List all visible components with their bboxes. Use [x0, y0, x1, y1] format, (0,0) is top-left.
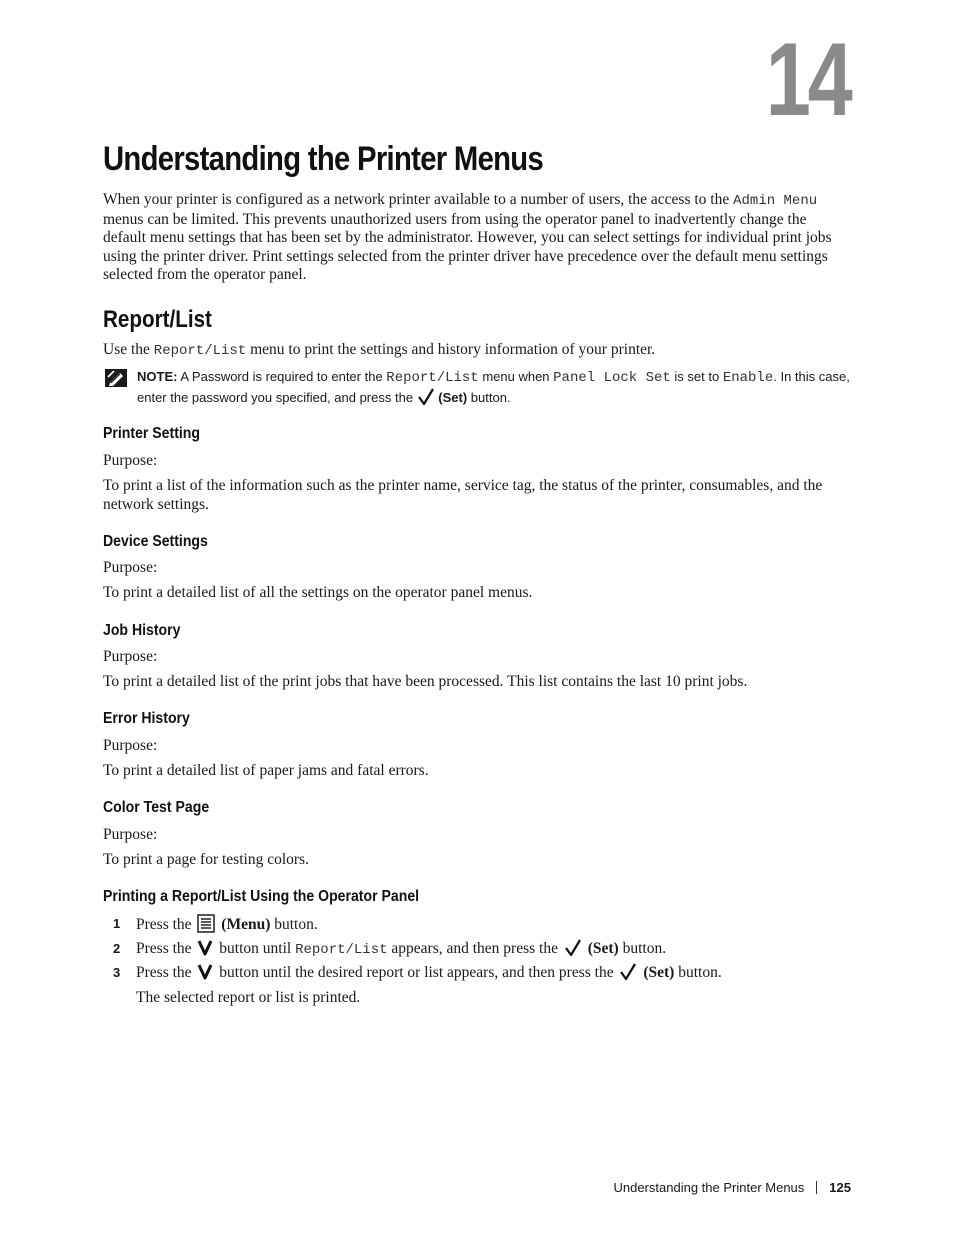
page-footer	[614, 1180, 851, 1195]
color-test-page-purpose-label: Purpose:	[103, 826, 158, 843]
procedure-result: The selected report or list is printed.	[136, 989, 361, 1006]
menu-label: (Menu)	[221, 916, 271, 933]
note-text-1: A Password is required to enter the	[177, 369, 387, 384]
step-number: 2	[113, 941, 121, 956]
note-text-2: menu when	[478, 369, 554, 384]
error-history-purpose-label: Purpose:	[103, 737, 158, 754]
device-settings-description: To print a detailed list of all the settings on the operator panel menus.	[103, 584, 533, 601]
printer-setting-heading: Printer Setting	[103, 425, 201, 442]
section-intro	[103, 341, 850, 361]
intro-text-2: menus can be limited. This prevents unauthorized users from using the operator panel to inadvertently change the default menu settings that has been set by the administrator. However, you can select settings for individual print jobs using the printer driver. Print settings selected from the printer driver have precedence over the default menu settings selected from the operator panel.	[103, 210, 832, 283]
checkmark-icon	[619, 963, 637, 981]
step-3-text-2: button until the desired report or list appears, and then press the	[215, 964, 618, 981]
note-code-panel-lock-set: Panel Lock Set	[553, 370, 671, 386]
page-number: 125	[829, 1180, 851, 1195]
color-test-page-description: To print a page for testing colors.	[103, 851, 309, 868]
job-history-purpose-label: Purpose:	[103, 648, 158, 665]
note-text-3: is set to	[670, 369, 723, 384]
set-label: (Set)	[587, 940, 619, 957]
set-label: (Set)	[643, 964, 675, 981]
color-test-page-heading: Color Test Page	[103, 799, 210, 816]
note-text	[137, 367, 850, 407]
device-settings-heading: Device Settings	[103, 533, 208, 550]
checkmark-icon	[564, 939, 582, 957]
error-history-description: To print a detailed list of paper jams and fatal errors.	[103, 762, 429, 779]
printer-setting-description: To print a list of the information such as the printer name, service tag, the status of the printer, consumables, and the network settings.	[103, 477, 823, 513]
note-pencil-icon	[105, 369, 127, 387]
step-1-text-2: button.	[270, 916, 318, 933]
section-heading: Report/List	[103, 306, 212, 333]
step-2-text-4: button.	[618, 940, 667, 957]
chapter-number: 14	[766, 22, 850, 138]
step-3-text-1: Press the	[136, 964, 196, 981]
down-arrow-icon	[197, 939, 213, 957]
printer-setting-purpose-label: Purpose:	[103, 452, 158, 469]
checkmark-icon	[417, 388, 435, 406]
step-number: 1	[113, 916, 121, 931]
report-list-code: Report/List	[153, 343, 247, 359]
section-intro-text-1: Use the	[103, 341, 154, 358]
note-text-5: button.	[467, 390, 511, 405]
device-settings-purpose-label: Purpose:	[103, 559, 158, 576]
page-title: Understanding the Printer Menus	[103, 140, 544, 178]
note-label: NOTE:	[137, 369, 178, 384]
step-1-text-1: Press the	[136, 916, 196, 933]
section-intro-text-2: menu to print the settings and history information of your printer.	[246, 341, 656, 358]
error-history-heading: Error History	[103, 710, 190, 727]
menu-icon	[197, 914, 215, 933]
note-set-label: (Set)	[438, 390, 468, 405]
down-arrow-icon	[197, 963, 213, 981]
footer-title: Understanding the Printer Menus	[613, 1180, 805, 1195]
step-2-text-3: appears, and then press the	[387, 940, 562, 957]
note-code-report-list: Report/List	[386, 370, 479, 386]
intro-text-1: When your printer is configured as a network printer available to a number of users, the access to the	[103, 191, 734, 208]
step-text	[136, 963, 722, 983]
note-text-4: . In this case, enter the password you specified, and press the	[137, 369, 850, 405]
step-number: 3	[113, 965, 121, 980]
step-2-text-1: Press the	[136, 940, 196, 957]
job-history-heading: Job History	[103, 622, 181, 639]
step-2-text-2: button until	[215, 940, 296, 957]
admin-menu-code: Admin Menu	[733, 193, 818, 209]
step-text	[136, 939, 666, 960]
footer-divider	[816, 1181, 817, 1194]
note-code-enable: Enable	[722, 370, 774, 386]
job-history-description: To print a detailed list of the print jobs that have been processed. This list contains the last 10 print jobs.	[103, 673, 748, 690]
step-3-text-3: button.	[674, 964, 722, 981]
intro-paragraph	[103, 191, 850, 285]
step-text	[136, 914, 318, 935]
step-code-report-list: Report/List	[295, 942, 388, 958]
procedure-heading: Printing a Report/List Using the Operator Panel	[103, 888, 420, 905]
